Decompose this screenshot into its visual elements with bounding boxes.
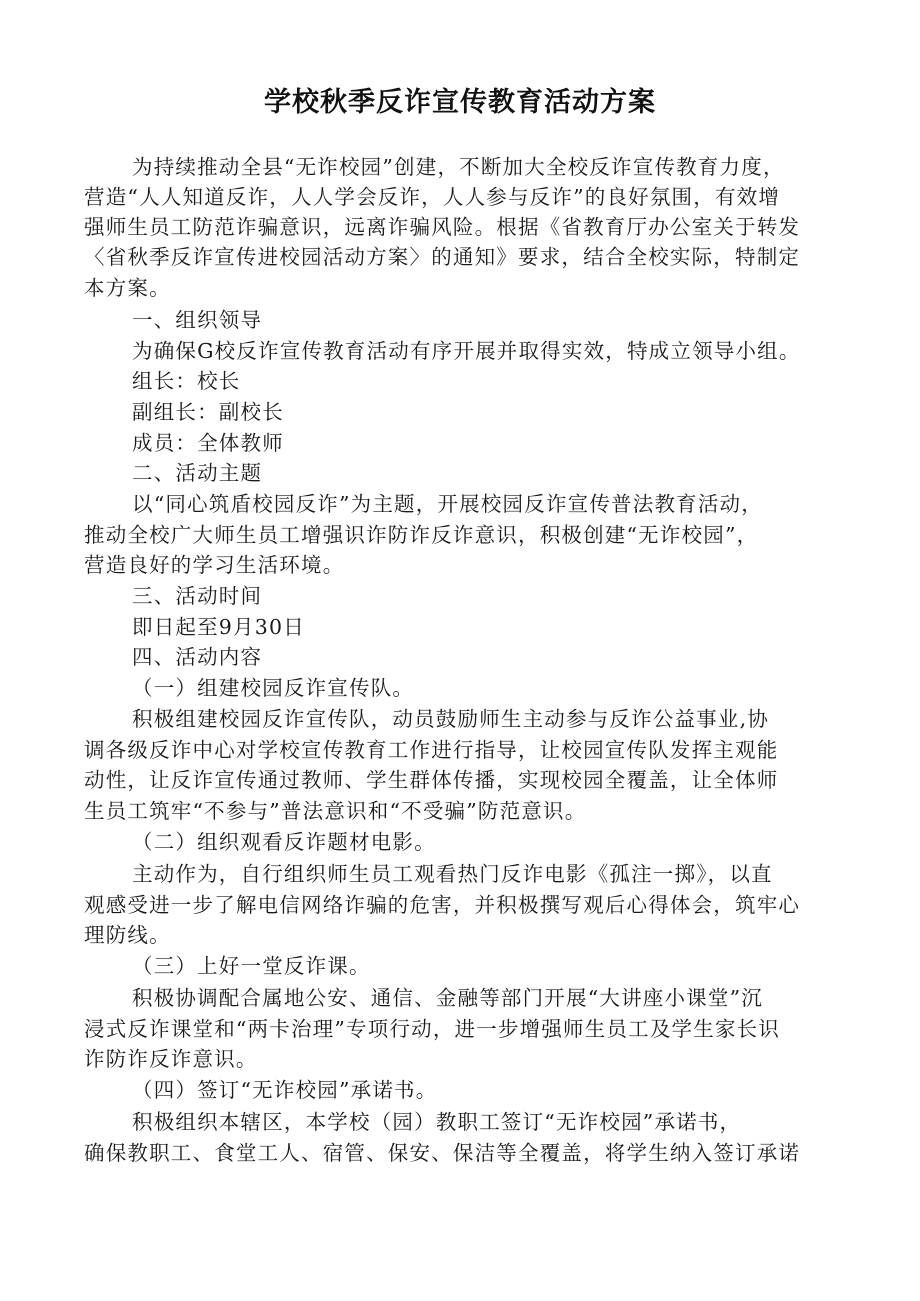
text-line: 动性，让反诈宣传通过教师、学生群体传播，实现校园全覆盖，让全体师 [84, 768, 779, 792]
text-line: 营造“人人知道反诈，人人学会反诈，人人参与反诈”的良好氛围，有效增 [84, 185, 781, 209]
text-line: 〈省秋季反诈宣传进校园活动方案〉的通知》要求，结合全校实际，特制定 [84, 245, 801, 269]
text-line: 调各级反诈中心对学校宣传教育工作进行指导，让校园宣传队发挥主观能 [84, 738, 779, 762]
text-line: 本方案。 [84, 276, 171, 300]
text-line: 强师生员工防范诈骗意识，远离诈骗风险。根据《省教育厅办公室关于转发 [84, 215, 801, 239]
text-line: 生员工筑牢“不参与”普法意识和“不受骗”防范意识。 [84, 799, 587, 823]
section-heading: 四、活动内容 [132, 645, 263, 669]
subsection-heading: （三）上好一堂反诈课。 [132, 954, 371, 978]
subsection-heading: （二）组织观看反诈题材电影。 [132, 830, 436, 854]
text-line: 营造良好的学习生活环境。 [84, 553, 345, 577]
text-line: 积极组织本辖区，本学校（园）教职工签订“无诈校园”承诺书， [132, 1110, 742, 1134]
text-line: 观感受进一步了解电信网络诈骗的危害，并积极撰写观后心得体会，筑牢心 [84, 893, 801, 917]
subsection-heading: （四）签订“无诈校园”承诺书。 [132, 1078, 438, 1102]
text-line: 以“同心筑盾校园反诈”为主题，开展校园反诈宣传普法教育活动， [132, 492, 763, 516]
text-line: 成员：全体教师 [132, 431, 284, 455]
text-line: 推动全校广大师生员工增强识诈防诈反诈意识，积极创建“无诈校园”， [84, 523, 759, 547]
section-heading: 三、活动时间 [132, 584, 263, 608]
text-line: 为持续推动全县“无诈校园”创建，不断加大全校反诈宣传教育力度， [132, 155, 785, 179]
text-line: 理防线。 [84, 923, 171, 947]
document-title: 学校秋季反诈宣传教育活动方案 [264, 87, 656, 118]
text-line: 主动作为，自行组织师生员工观看热门反诈电影《孤注一掷》，以直 [132, 862, 773, 886]
text-line: 即日起至9月30日 [132, 615, 305, 639]
text-line: 积极组建校园反诈宣传队，动员鼓励师生主动参与反诈公益事业,协 [132, 707, 770, 731]
text-line: 积极协调配合属地公安、通信、金融等部门开展“大讲座小课堂”沉 [132, 986, 763, 1010]
section-heading: 一、组织领导 [132, 308, 263, 332]
text-line: 组长：校长 [132, 369, 241, 393]
text-line: 为确保G校反诈宣传教育活动有序开展并取得实效，特成立领导小组。 [132, 339, 801, 363]
text-line: 浸式反诈课堂和“两卡治理”专项行动，进一步增强师生员工及学生家长识 [84, 1017, 781, 1041]
section-heading: 二、活动主题 [132, 461, 263, 485]
text-line: 诈防诈反诈意识。 [84, 1047, 258, 1071]
subsection-heading: （一）组建校园反诈宣传队。 [132, 676, 415, 700]
text-line: 副组长：副校长 [132, 400, 284, 424]
text-line: 确保教职工、食堂工人、宿管、保安、保洁等全覆盖，将学生纳入签订承诺 [84, 1141, 801, 1165]
